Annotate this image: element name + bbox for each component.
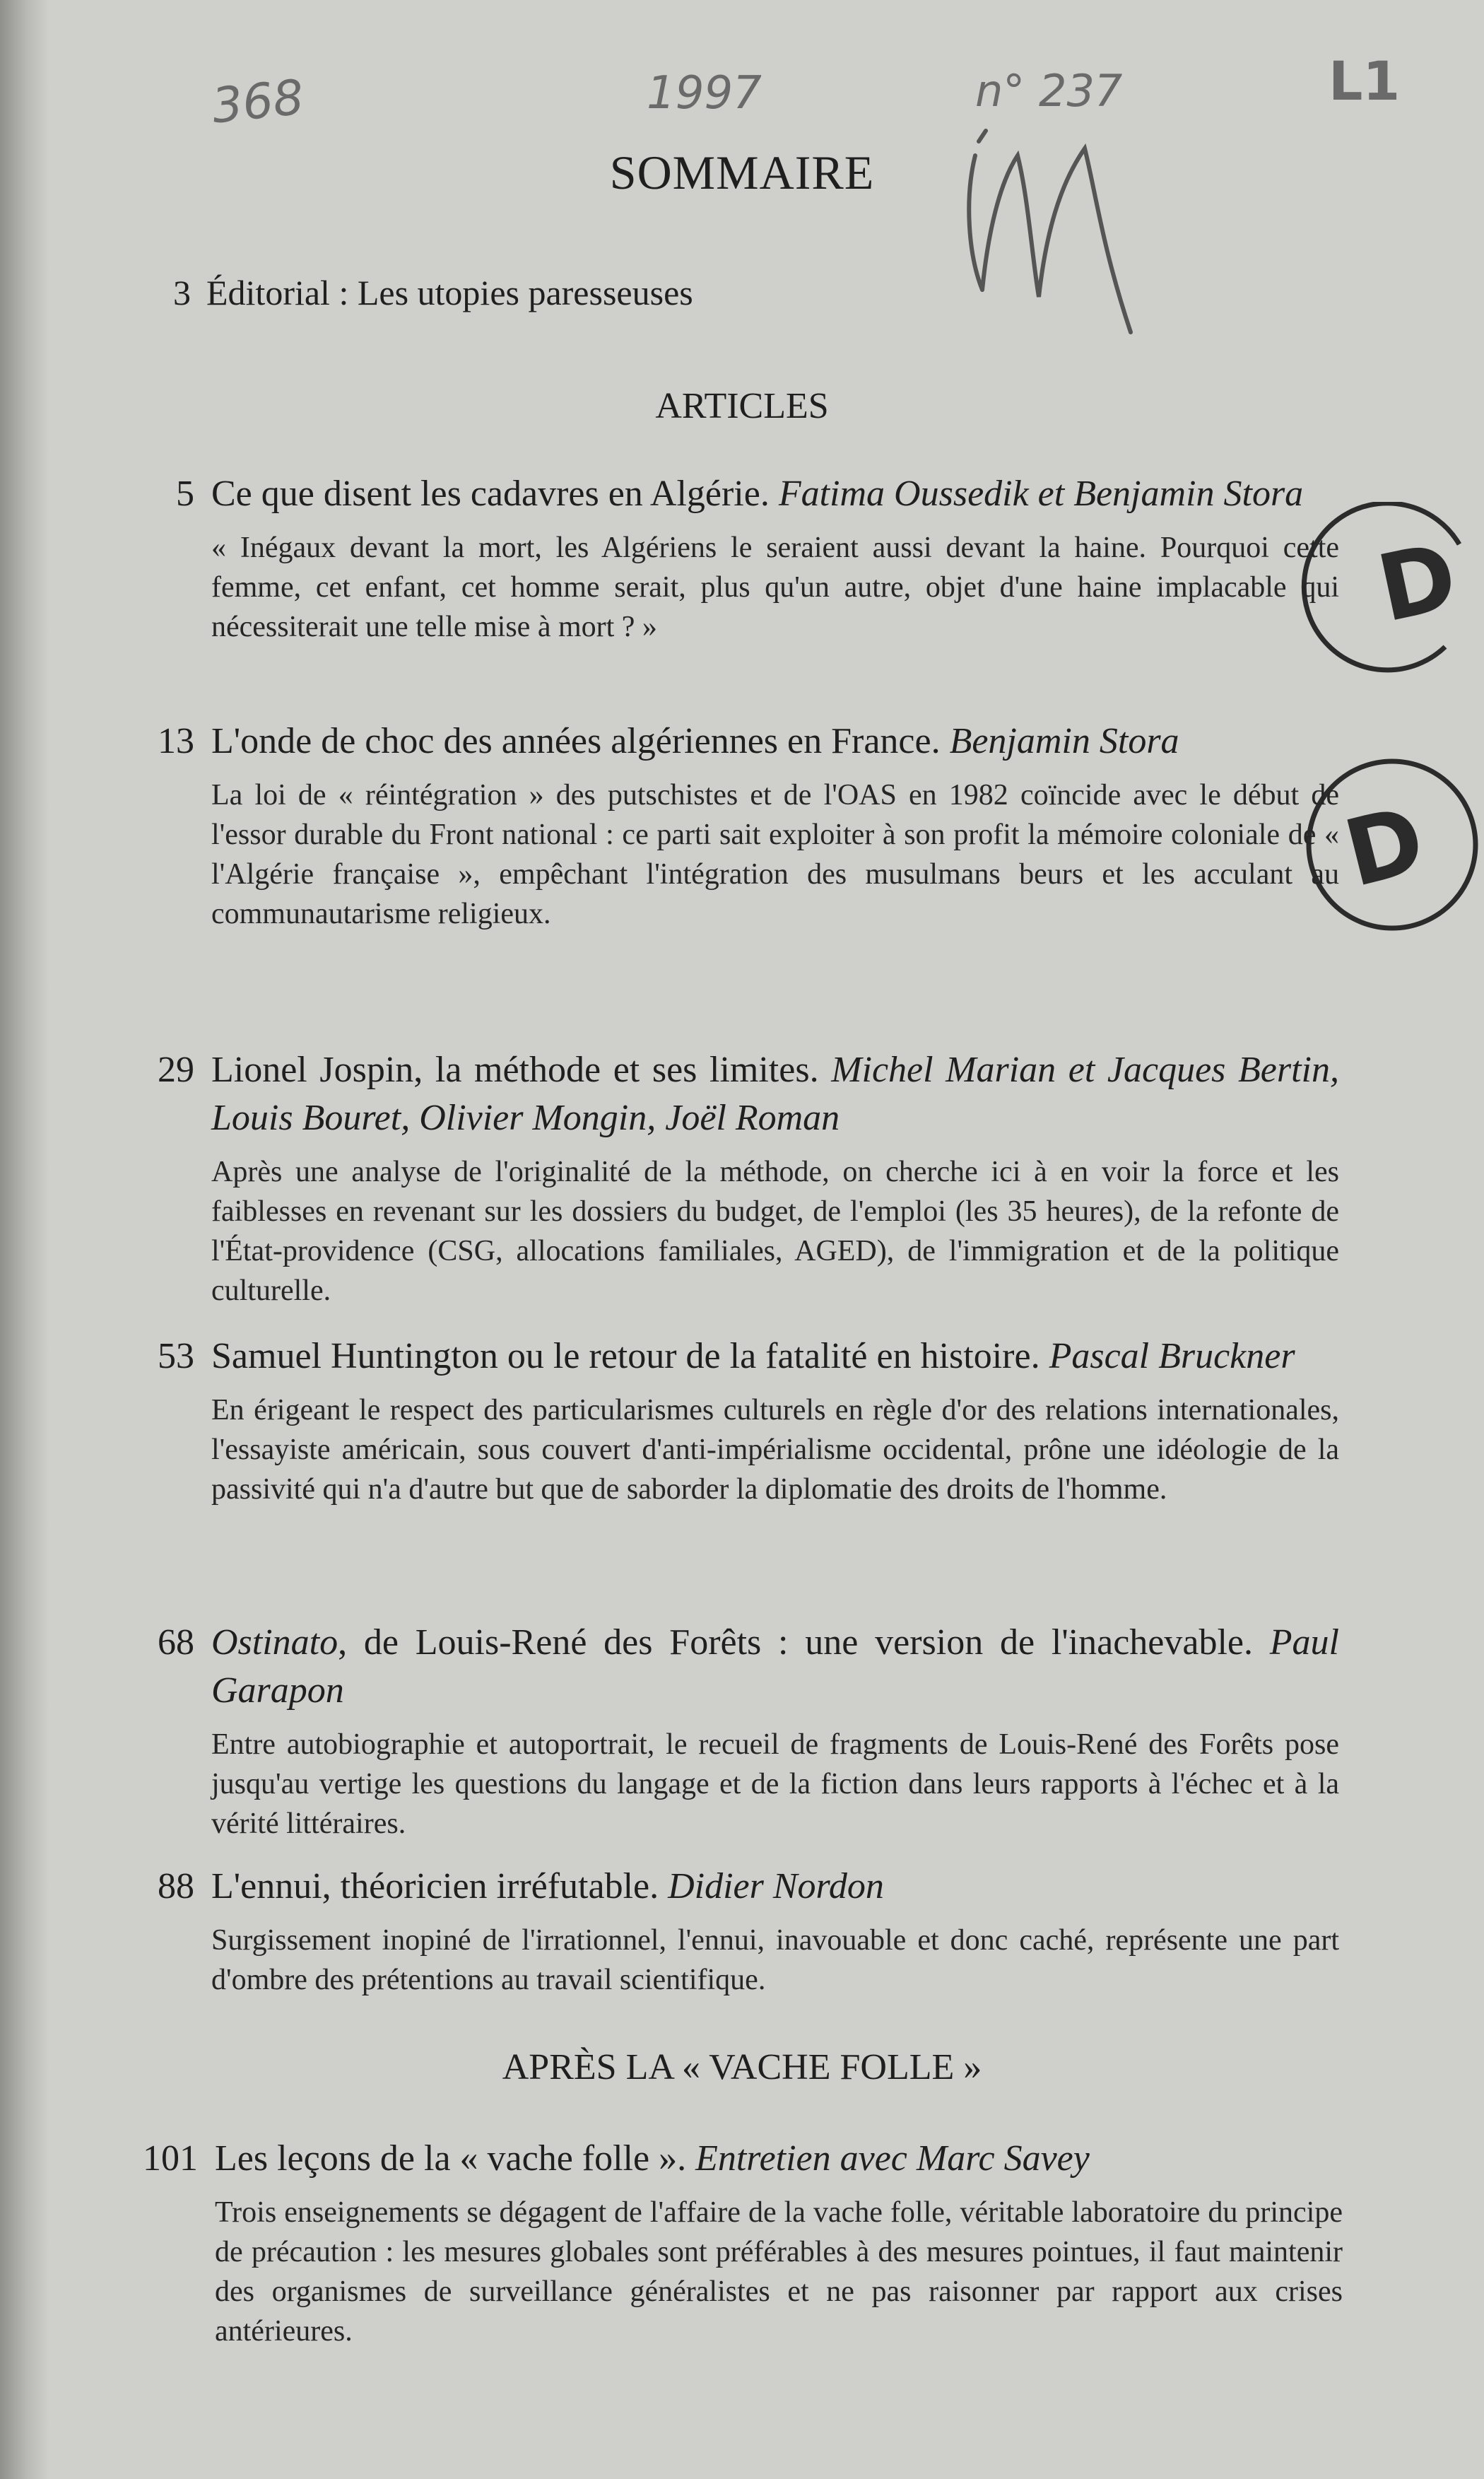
entry-authors: Pascal Bruckner [1049, 1336, 1295, 1376]
entry-page-number: 101 [143, 2138, 198, 2179]
entry-summary: Surgissement inopiné de l'irrationnel, l'ennui, inavouable et donc caché, représente une part d'ombre des prétentions au travail scientifique. [211, 1924, 1339, 1996]
entry-page-number: 68 [158, 1622, 194, 1663]
entry-page-number: 88 [158, 1866, 194, 1906]
entry-page-number: 3 [173, 273, 191, 312]
section-heading-vache-folle: APRÈS LA « VACHE FOLLE » [502, 2047, 982, 2087]
entry-summary: « Inégaux devant la mort, les Algériens le seraient aussi devant la haine. Pourquoi cette femme, cet enfant, cet homme serait, plus qu'un autre, objet d'une haine implacable qui nécessiterait une telle mise à mort ? » [211, 532, 1339, 643]
handwritten-issue: n° 237 [975, 65, 1123, 117]
stamp-letter: D [1334, 785, 1435, 908]
handwritten-corner-mark: L1 [1329, 49, 1401, 112]
entry-summary: Entre autobiographie et autoportrait, le recueil de fragments de Louis-René des Forêts pose jusqu'au vertige les questions du langage et de la fiction dans leurs rapports à l'échec et à la vérité littéraires. [211, 1728, 1339, 1840]
page-title: SOMMAIRE [609, 146, 875, 199]
entry-summary: Après une analyse de l'originalité de la méthode, on cherche ici à en voir la force et les faiblesses en revenant sur les dossiers du budget, de l'emploi (les 35 heures), de la refonte de l'État-providence (CSG, allocations familiales, AGED), de l'immigration et de la politique culturelle. [211, 1156, 1339, 1307]
entry-title-italic: Ostinato [211, 1622, 338, 1663]
handwritten-year: 1997 [647, 67, 762, 119]
entry-page-number: 29 [158, 1050, 194, 1090]
editorial-title: Éditorial : Les utopies paresseuses [206, 273, 693, 312]
entry-page-number: 5 [176, 474, 194, 514]
entry-title: Les leçons de la « vache folle ». [215, 2138, 696, 2179]
page-edge-shadow [0, 0, 49, 2479]
entry-authors: Michel Marian et Jacques Bertin, Louis Bouret, Olivier Mongin, Joël Roman [211, 1050, 1339, 1138]
entry-title: L'onde de choc des années algériennes en France. [211, 721, 950, 761]
toc-entry [138, 1332, 1339, 1509]
toc-entry [138, 1046, 1339, 1311]
entry-summary: Trois enseignements se dégagent de l'affaire de la vache folle, véritable laboratoire du principe de précaution : les mesures globales sont préférables à des mesures pointues, il faut maintenir des organismes de surveillance généralistes et ne pas raisonner par rapport aux crises antérieures. [215, 2196, 1343, 2348]
entry-page-number: 53 [158, 1336, 194, 1376]
toc-entry [141, 2135, 1343, 2351]
entry-authors: Didier Nordon [668, 1866, 884, 1906]
handwritten-number: 368 [209, 69, 307, 135]
toc-entry [138, 1863, 1339, 2000]
stamp-letter: D [1369, 522, 1466, 643]
entry-authors: Paul Garapon [211, 1622, 1339, 1711]
section-heading-articles: ARTICLES [655, 386, 829, 426]
entry-title: , de Louis-René des Forêts : une version de l'inachevable. [338, 1622, 1270, 1663]
toc-entry [138, 1619, 1339, 1844]
entry-summary: La loi de « réintégration » des putschistes et de l'OAS en 1982 coïncide avec le début de l'essor durable du Front national : ce parti sait exploiter à son profit la mémoire coloniale de « l'Algérie française », empêchant l'intégration des musulmans beurs et les acculant au communautarisme religieux. [211, 779, 1339, 930]
entry-authors: Entretien avec Marc Savey [695, 2138, 1090, 2179]
toc-entry [138, 717, 1339, 934]
entry-page-number: 13 [158, 721, 194, 761]
entry-authors: Fatima Oussedik et Benjamin Stora [778, 474, 1304, 514]
entry-title: L'ennui, théoricien irréfutable. [211, 1866, 669, 1906]
entry-summary: En érigeant le respect des particularismes culturels en règle d'or des relations internationales, l'essayiste américain, sous couvert d'anti-impérialisme occidental, prône une idéologie de la passivité qui n'a d'autre but que de saborder la diplomatie des droits de l'homme. [211, 1394, 1339, 1506]
entry-authors: Benjamin Stora [949, 721, 1179, 761]
entry-title: Ce que disent les cadavres en Algérie. [211, 474, 779, 514]
editorial-entry [152, 272, 693, 313]
toc-entry [138, 470, 1339, 647]
entry-title: Samuel Huntington ou le retour de la fatalité en histoire. [211, 1336, 1049, 1376]
entry-title: Lionel Jospin, la méthode et ses limites. [211, 1050, 832, 1090]
